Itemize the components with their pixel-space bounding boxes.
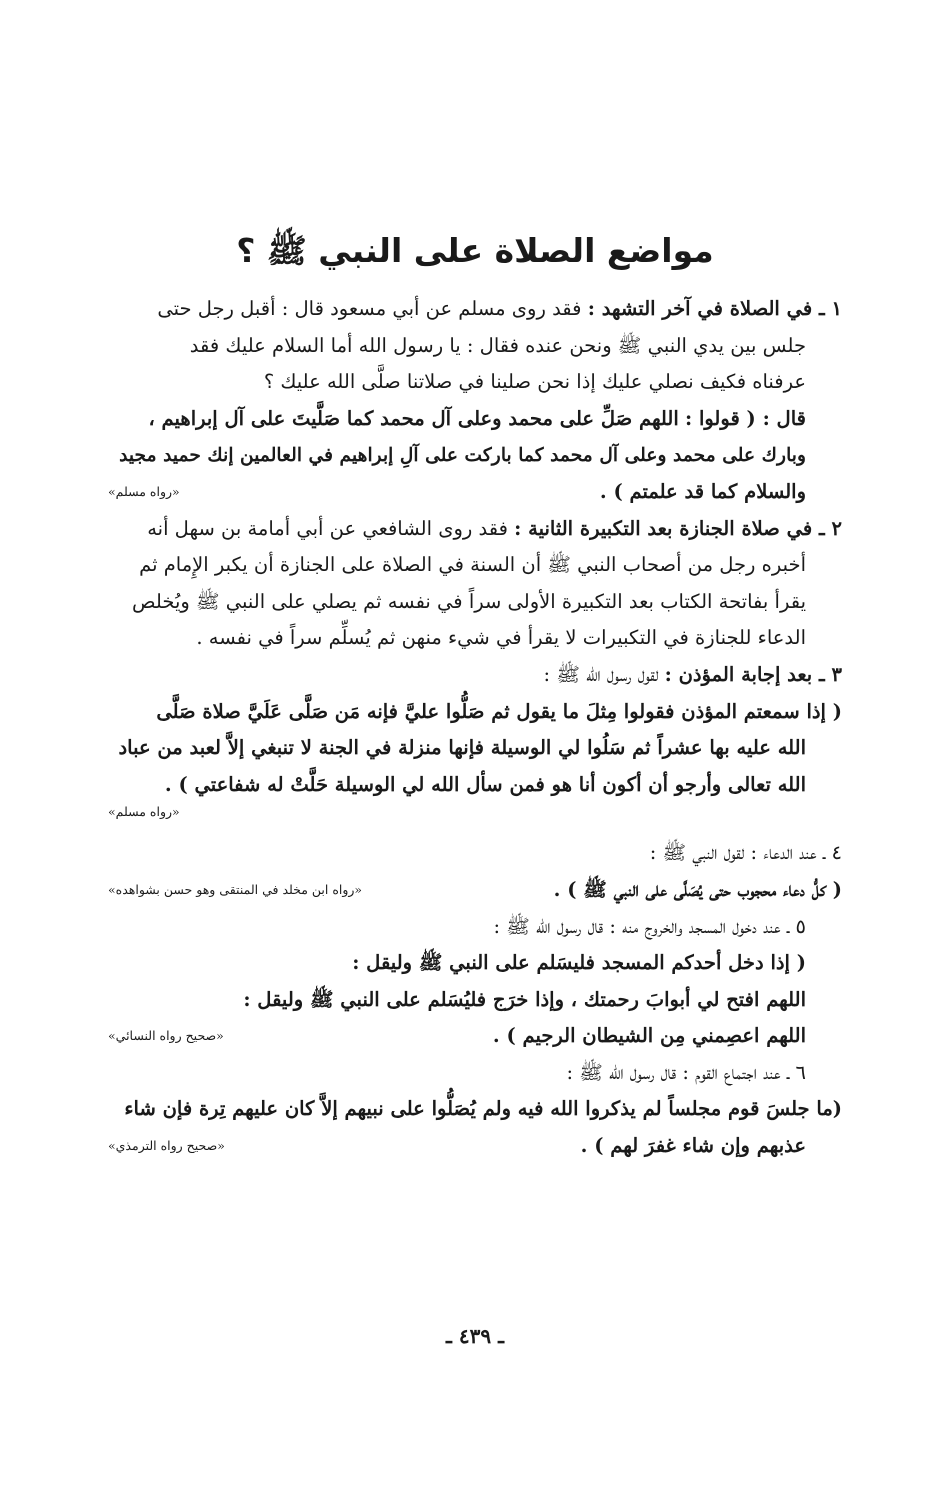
hadith-line: وبارك على محمد وعلى آل محمد كما باركت على آلِ إبراهيم في العالمين إنك حميد مجيد bbox=[119, 444, 806, 467]
text-line bbox=[108, 511, 842, 548]
section-mosque bbox=[108, 909, 842, 1055]
text-line bbox=[108, 657, 842, 694]
section-heading: ٤ ـ عند الدعاء : bbox=[750, 841, 842, 865]
hadith-line: الله عليه بها عشراً ثم سَلُوا لي الوسيلة فإنها منزلة في الجنة لا تنبغي إلاَّ لعبد من عباد bbox=[118, 736, 806, 760]
section-heading: ١ ـ في الصلاة في آخر التشهد : bbox=[587, 297, 842, 320]
text-segment: فقد روى الشافعي عن أبي أمامة بن سهل أنه bbox=[147, 516, 508, 540]
text-segment: قال : ( قولوا : bbox=[684, 406, 806, 430]
section-heading: ٥ ـ عند دخول المسجد والخروج منه : bbox=[609, 914, 806, 938]
text-line: يقرأ بفاتحة الكتاب بعد التكبيرة الأولى سراً في نفسه ثم يصلي على النبي ﷺ ويُخلص bbox=[132, 589, 806, 613]
section-gathering bbox=[108, 1055, 842, 1165]
text-segment: قال رسول الله ﷺ : bbox=[566, 1060, 677, 1084]
hadith-text: والسلام كما قد علمتم ) . bbox=[599, 479, 806, 503]
text-line bbox=[108, 1128, 842, 1165]
hadith-text: عذبهم وإن شاء غفرَ لهم ) . bbox=[580, 1134, 806, 1158]
page-number: ـ ٤٣٩ ـ bbox=[446, 1324, 504, 1348]
hadith-line: اللهم افتح لي أبوابَ رحمتك ، وإذا خرَج فليُسَلم على النبي ﷺ وليقل : bbox=[243, 987, 806, 1011]
hadith-line: ( إذا سمعتم المؤذن فقولوا مِثلَ ما يقول ثم صَلُّوا عليَّ فإنه مَن صَلَّى عَلَيَّ صلاة صَلَّى bbox=[156, 699, 842, 723]
section-heading: ٣ ـ بعد إجابة المؤذن : bbox=[664, 662, 842, 686]
text-segment: قال رسول الله ﷺ : bbox=[493, 914, 604, 938]
hadith-line: (ما جلسَ قوم مجلساً لم يذكروا الله فيه ولم يُصَلُّوا على نبيهم إلاَّ كان عليهم تِرة فإن شاء bbox=[124, 1097, 842, 1121]
source-note: «رواه مسلم» bbox=[108, 483, 180, 499]
section-heading: ٦ ـ عند اجتماع القوم : bbox=[682, 1060, 806, 1084]
text-line bbox=[108, 291, 842, 328]
page-body bbox=[108, 225, 842, 1165]
text-line bbox=[108, 835, 842, 872]
hadith-text: اللهم اعصِمني مِن الشيطان الرجيم ) . bbox=[492, 1024, 806, 1048]
hadith-text: ( كلُّ دعاء محجوب حتى يُصَلَّى على النبي ﷺ ) . bbox=[553, 877, 842, 901]
text-segment: لقول النبي ﷺ : bbox=[649, 841, 745, 865]
text-line bbox=[108, 872, 842, 909]
text-line bbox=[108, 474, 842, 511]
source-note: «صحيح رواه الترمذي» bbox=[108, 1138, 225, 1154]
section-funeral-prayer bbox=[108, 511, 842, 657]
section-heading: ٢ ـ في صلاة الجنازة بعد التكبيرة الثانية : bbox=[514, 516, 842, 540]
text-line: جلس بين يدي النبي ﷺ ونحن عنده فقال : يا رسول الله أما السلام عليك فقد bbox=[189, 333, 806, 357]
source-note: «رواه ابن مخلد في المنتقى وهو حسن بشواهده» bbox=[108, 881, 363, 897]
text-line bbox=[108, 909, 842, 946]
text-line bbox=[108, 1018, 842, 1055]
section-dua bbox=[108, 835, 842, 908]
section-after-adhan bbox=[108, 657, 842, 821]
text-segment: فقد روى مسلم عن أبي مسعود قال : أقبل رجل حتى bbox=[157, 297, 582, 320]
hadith-line: ( إذا دخل أحدكم المسجد فليسَلم على النبي ﷺ وليقل : bbox=[352, 951, 806, 975]
hadith-text: اللهم صَلِّ على محمد وعلى آل محمد كما صَلَّيتَ على آل إبراهيم ، bbox=[148, 406, 679, 430]
source-note: «رواه مسلم» bbox=[108, 804, 180, 820]
hadith-line: الله تعالى وأرجو أن أكون أنا هو فمن سأل الله لي الوسيلة حَلَّتْ له شفاعتي ) . bbox=[164, 772, 806, 796]
source-note: «صحيح رواه النسائي» bbox=[108, 1028, 224, 1044]
page-title: مواضع الصلاة على النبي ﷺ ؟ bbox=[236, 231, 714, 270]
text-segment: لقول رسول الله ﷺ : bbox=[543, 662, 659, 686]
text-line bbox=[108, 401, 842, 438]
text-line bbox=[108, 1055, 842, 1092]
section-tashahhud bbox=[108, 291, 842, 511]
text-line: أخبره رجل من أصحاب النبي ﷺ أن السنة في الصلاة على الجنازة أن يكبر الإِمام ثم bbox=[139, 553, 806, 577]
text-line: عرفناه فكيف نصلي عليك إذا نحن صلينا في صلاتنا صلَّى الله عليك ؟ bbox=[263, 370, 806, 394]
text-line: الدعاء للجنازة في التكبيرات لا يقرأ في شيء منهن ثم يُسلِّم سراً في نفسه . bbox=[196, 626, 806, 650]
